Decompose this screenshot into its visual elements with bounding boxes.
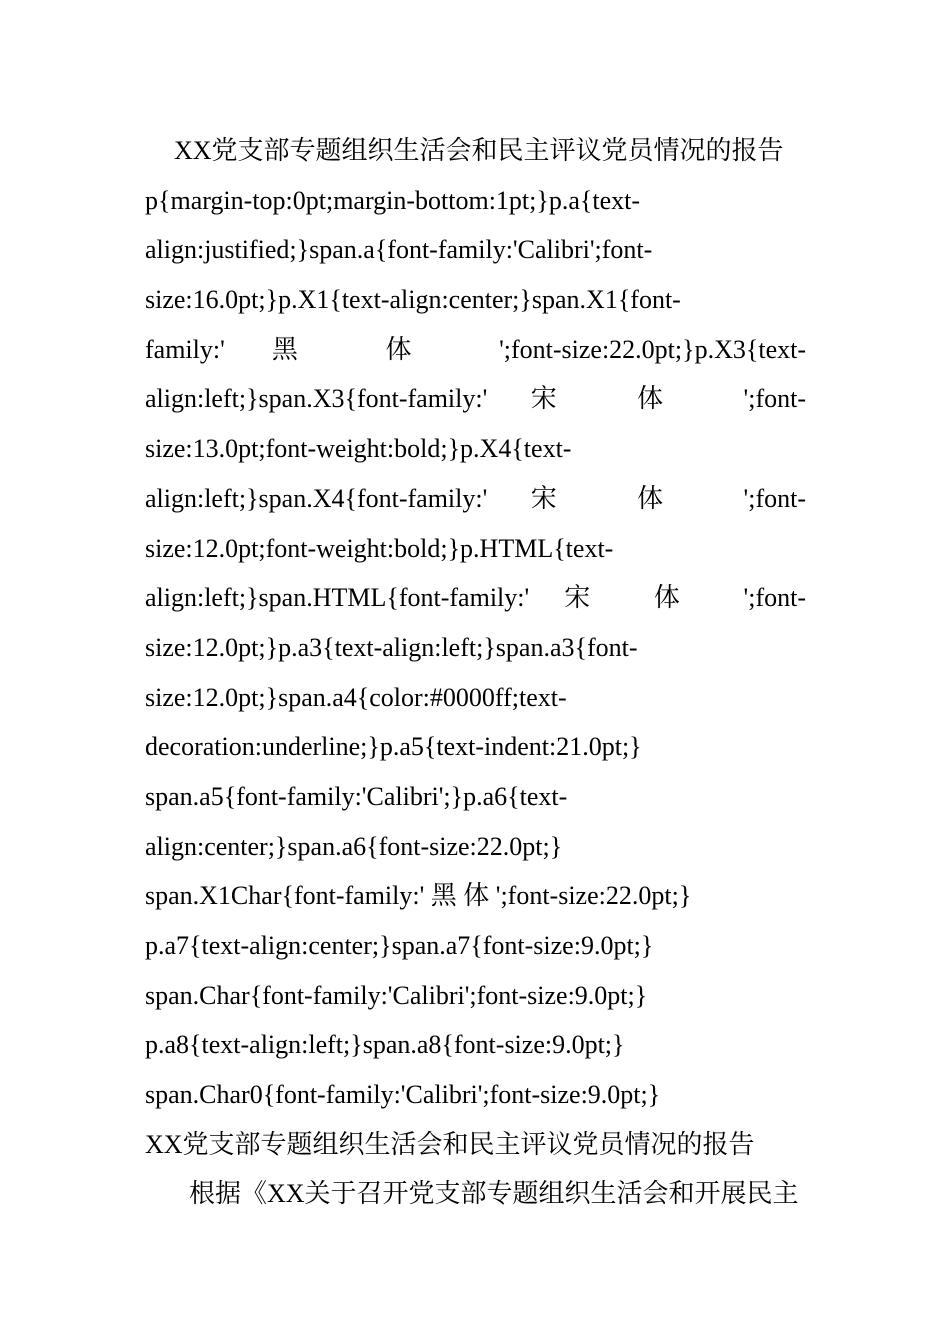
style-line-19: span.Char0{font-family:'Calibri';font-size:9.0pt;}: [145, 1080, 661, 1110]
style-line-2: align:justified;}span.a{font-family:'Calibri';font-: [145, 235, 653, 265]
style-line-17: span.Char{font-family:'Calibri';font-size:9.0pt;}: [145, 980, 648, 1010]
style-line-3: size:16.0pt;}p.X1{text-align:center;}span.X1{font-: [145, 285, 681, 315]
style-line-12: decoration:underline;}p.a5{text-indent:21.0pt;}: [145, 732, 642, 762]
document-body: [145, 126, 806, 1219]
style-line-18: p.a8{text-align:left;}span.a8{font-size:9.0pt;}: [145, 1030, 625, 1060]
style-line-10: size:12.0pt;}p.a3{text-align:left;}span.a3{font-: [145, 632, 638, 662]
style-line-9: align:left;}span.HTML{font-family:' 宋 体 ';font-: [145, 583, 806, 613]
style-line-7: align:left;}span.X4{font-family:' 宋 体 ';font-: [145, 483, 806, 513]
style-line-13: span.a5{font-family:'Calibri';}p.a6{text-: [145, 781, 568, 811]
style-line-4: family:' 黑 体 ';font-size:22.0pt;}p.X3{text-: [145, 334, 806, 364]
style-line-6: size:13.0pt;font-weight:bold;}p.X4{text-: [145, 434, 572, 464]
style-line-5: align:left;}span.X3{font-family:' 宋 体 ';font-: [145, 384, 806, 414]
style-line-1: p{margin-top:0pt;margin-bottom:1pt;}p.a{text-: [145, 185, 641, 215]
style-line-11: size:12.0pt;}span.a4{color:#0000ff;text-: [145, 682, 567, 712]
style-line-8: size:12.0pt;font-weight:bold;}p.HTML{text-: [145, 533, 614, 563]
style-line-14: align:center;}span.a6{font-size:22.0pt;}: [145, 831, 563, 861]
repeat-title: XX党支部专题组织生活会和民主评议党员情况的报告: [145, 1129, 755, 1159]
document-title: XX党支部专题组织生活会和民主评议党员情况的报告: [174, 136, 784, 165]
body-paragraph-start: 根据《XX关于召开党支部专题组织生活会和开展民主: [189, 1179, 799, 1209]
style-line-16: p.a7{text-align:center;}span.a7{font-size:9.0pt;}: [145, 931, 654, 960]
style-line-15: span.X1Char{font-family:' 黑 体 ';font-size:22.0pt;}: [145, 881, 692, 911]
